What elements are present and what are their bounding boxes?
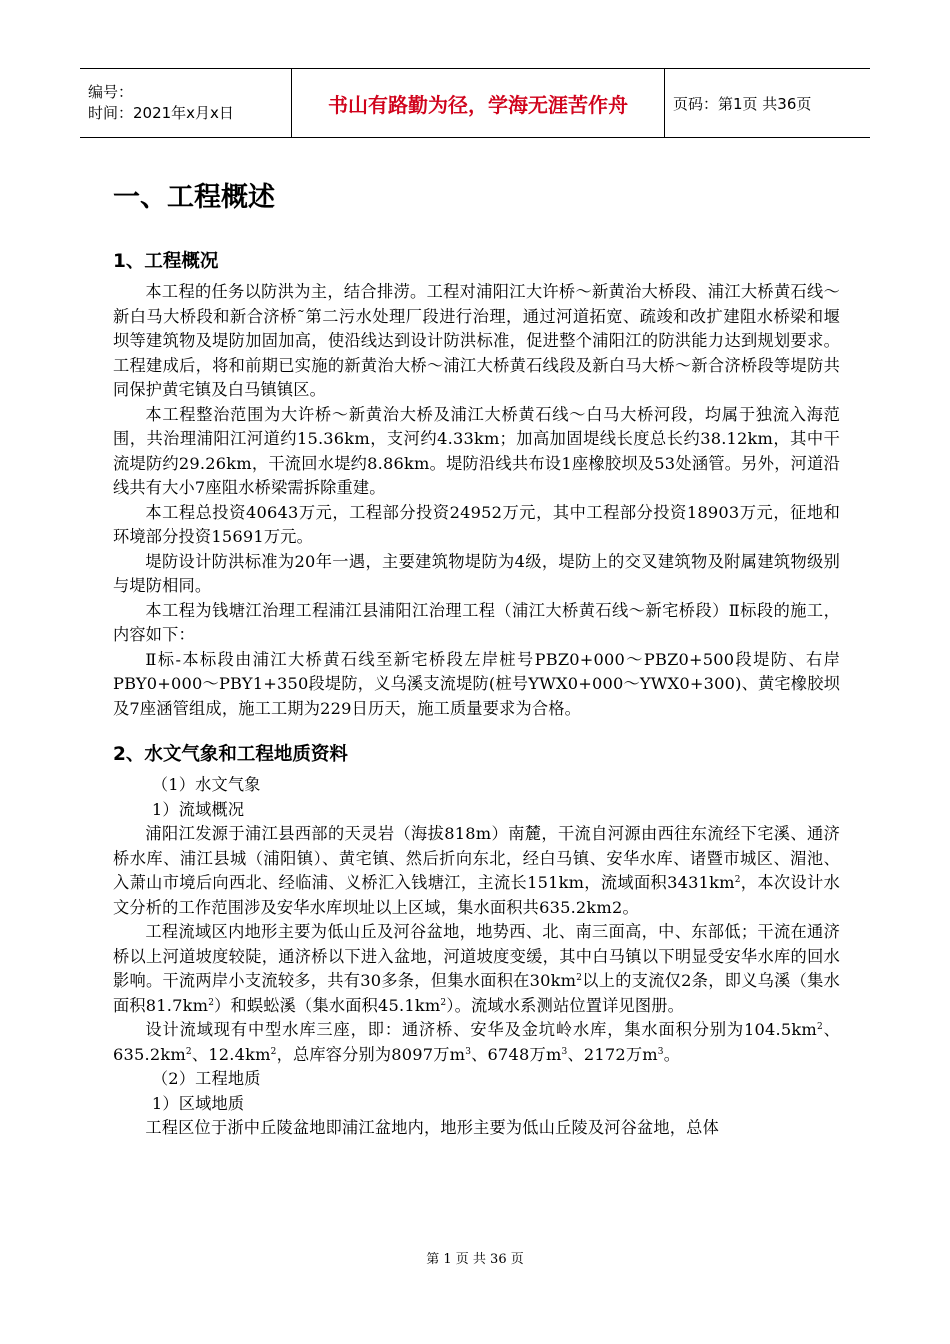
chapter-title: 一、工程概述 <box>113 182 275 213</box>
page-number-label: 页码：第1页 共36页 <box>673 94 812 113</box>
header-meta <box>80 69 291 137</box>
paragraph: 设计流域现有中型水库三座，即：通济桥、安华及金坑岭水库，集水面积分别为$104.5km^2$、$635.2km^2$、$12.4km^2$，总库容分别为8097万$m^3$、6748万$m^3$、2172万$m^3$。 <box>113 1020 840 1064</box>
paragraph: Ⅱ标-本标段由浦江大桥黄石线至新宅桥段左岸桩号PBZ0+000～PBZ0+500段堤防、右岸PBY0+000～PBY1+350段堤防，义乌溪支流堤防(桩号YWX0+000～YWX0+300)、黄宅橡胶坝及7座涵管组成，施工工期为229日历天，施工质量要求为合格。 <box>113 649 840 718</box>
doc-date: 时间：2021年x月x日 <box>88 104 234 122</box>
paragraph: 堤防设计防洪标准为20年一遇，主要建筑物堤防为4级，堤防上的交叉建筑物及附属建筑物级别与堤防相同。 <box>113 551 840 595</box>
paragraph: 本工程的任务以防洪为主，结合排涝。工程对浦阳江大许桥～新黄治大桥段、浦江大桥黄石线～新白马大桥段和新合济桥˜第二污水处理厂段进行治理，通过河道拓宽、疏竣和改扩建阻水桥梁和堰坝等建筑物及堤防加固加高，使沿线达到设计防洪标准，促进整个浦阳江的防洪能力达到规划要求。工程建成后，将和前期已实施的新黄治大桥～浦江大桥黄石线段及新白马大桥～新合济桥段等堤防共同保护黄宅镇及白马镇镇区。 <box>113 282 840 399</box>
paragraph: 本工程整治范围为大许桥～新黄治大桥及浦江大桥黄石线～白马大桥河段，均属于独流入海范围，共治理浦阳江河道约15.36km，支河约4.33km；加高加固堤线长度总长约38.12km，其中干流堤防约29.26km，干流回水堤约8.86km。堤防沿线共布设1座橡胶坝及53处涵管。另外，河道沿线共有大小7座阻水桥梁需拆除重建。 <box>113 404 840 497</box>
page-footer: 第 1 页 共 36 页 <box>426 1252 524 1267</box>
section-heading: 2、水文气象和工程地质资料 <box>113 744 348 765</box>
paragraph: 工程流域区内地形主要为低山丘及河谷盆地，地势西、北、南三面高，中、东部低；干流在通济桥以上河道坡度较陡，通济桥以下进入盆地，河道坡度变缓，其中白马镇以下明显受安华水库的回水影响。干流两岸小支流较多，共有30多条，但集水面积在$30km^2$以上的支流仅2条，即义乌溪（集水面积$81.7km^2$）和蜈蚣溪（集水面积$45.1km^2$）。流域水系测站位置详见图册。 <box>113 922 841 1015</box>
header-page <box>665 69 870 137</box>
paragraph: 工程区位于浙中丘陵盆地即浦江盆地内，地形主要为低山丘陵及河谷盆地，总体 <box>145 1118 719 1137</box>
subheading: （1）水文气象 <box>151 775 261 794</box>
subheading: 1）流域概况 <box>151 799 245 819</box>
document-body <box>113 172 840 1141</box>
section-heading: 1、工程概况 <box>113 251 219 272</box>
motto-text: 书山有路勤为径，学海无涯苦作舟 <box>328 92 628 117</box>
page-header <box>80 68 870 138</box>
header-motto <box>291 69 665 137</box>
paragraph: 本工程总投资40643万元，工程部分投资24952万元，其中工程部分投资18903万元，征地和环境部分投资15691万元。 <box>113 502 840 546</box>
doc-number: 编号： <box>88 83 134 101</box>
subheading: （2）工程地质 <box>151 1069 261 1088</box>
subheading: 1）区域地质 <box>151 1093 245 1113</box>
paragraph: 本工程为钱塘江治理工程浦江县浦阳江治理工程（浦江大桥黄石线～新宅桥段）Ⅱ标段的施工，内容如下： <box>113 600 840 644</box>
paragraph: 浦阳江发源于浦江县西部的天灵岩（海拔818m）南麓，干流自河源由西往东流经下宅溪、通济桥水库、浦江县城（浦阳镇）、黄宅镇、然后折向东北，经白马镇、安华水库、诸暨市城区、湄池、入萧山市境后向西北、经临浦、义桥汇入钱塘江，主流长151km，流域面积$3431km^2$，本次设计水文分析的工作范围涉及安华水库坝址以上区域，集水面积共635.2km2。 <box>113 824 841 917</box>
